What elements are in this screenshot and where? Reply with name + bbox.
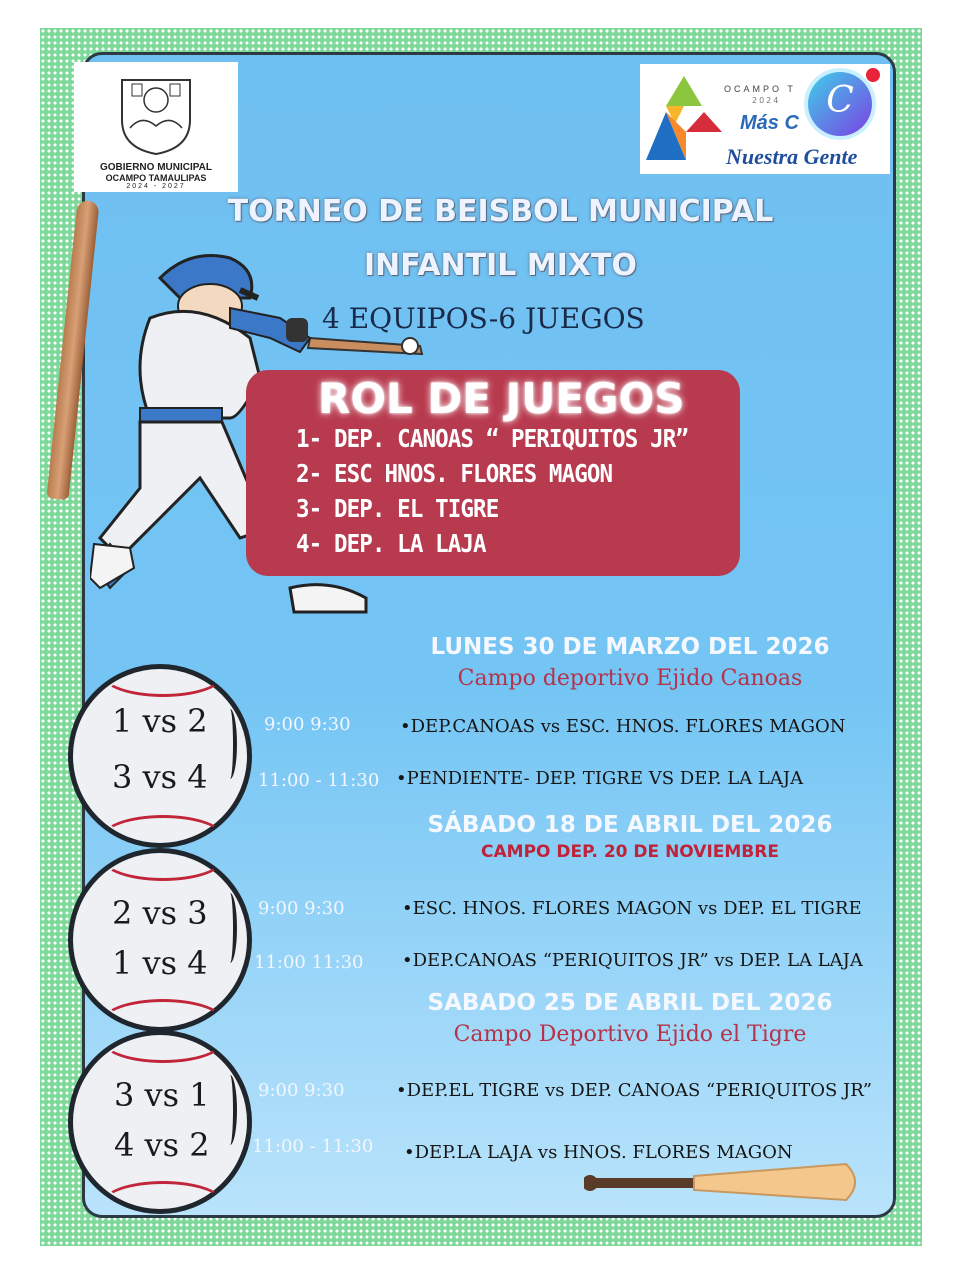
- triangle-logo-icon: [642, 72, 726, 162]
- ball-seam: [101, 1181, 225, 1227]
- matchup-label: 1 vs 4: [112, 944, 208, 982]
- canva-letter: C: [826, 80, 854, 121]
- schedule-venue-3: Campo Deportivo Ejido el Tigre: [453, 1022, 807, 1047]
- matchup-label: 3 vs 4: [112, 758, 208, 796]
- team-item: 2- ESC HNOS. FLORES MAGON: [296, 459, 613, 488]
- logo-year-text: 2024: [752, 96, 781, 105]
- ball-shadow: [223, 893, 237, 963]
- team-item: 4- DEP. LA LAJA: [296, 529, 486, 558]
- game-teams: •ESC. HNOS. FLORES MAGON vs DEP. EL TIGRE: [402, 898, 862, 919]
- game-teams: •DEP.CANOAS “PERIQUITOS JR” vs DEP. LA LAJA: [402, 950, 863, 971]
- game-teams: •DEP.LA LAJA vs HNOS. FLORES MAGON: [404, 1142, 793, 1163]
- matchup-label: 3 vs 1: [114, 1076, 210, 1114]
- ball-shadow: [223, 1075, 237, 1145]
- schedule-venue-2: CAMPO DEP. 20 DE NOVIEMBRE: [481, 842, 779, 862]
- baseball-icon: [68, 664, 252, 848]
- baseball-bat-icon: [584, 1162, 864, 1202]
- schedule-day-2: SÁBADO 18 DE ABRIL DEL 2026: [427, 812, 833, 838]
- ball-seam: [101, 651, 225, 697]
- game-teams: •DEP.EL TIGRE vs DEP. CANOAS “PERIQUITOS JR”: [396, 1080, 872, 1101]
- tournament-subtitle: 4 EQUIPOS-6 JUEGOS: [322, 302, 645, 335]
- government-logo: [74, 62, 238, 192]
- matchup-label: 2 vs 3: [112, 894, 208, 932]
- baseball-icon: [68, 848, 252, 1032]
- matchup-label: 1 vs 2: [112, 702, 208, 740]
- government-name: GOBIERNO MUNICIPAL: [99, 162, 213, 173]
- notification-dot: [866, 68, 880, 82]
- schedule-venue-1: Campo deportivo Ejido Canoas: [457, 666, 803, 691]
- logo-top-text: OCAMPO T: [724, 84, 796, 94]
- game-time: 9:00 9:30: [258, 1080, 345, 1101]
- ocampo-logo: [640, 64, 890, 174]
- logo-slogan-1: Más C: [740, 112, 799, 134]
- baseball-icon: [68, 1030, 252, 1214]
- tournament-title: TORNEO DE BEISBOL MUNICIPAL: [227, 194, 774, 229]
- canva-badge-icon[interactable]: [808, 72, 872, 136]
- schedule-day-3: SABADO 25 DE ABRIL DEL 2026: [427, 990, 833, 1016]
- administration-years: 2024 - 2027: [126, 183, 186, 190]
- game-time: 9:00 9:30: [258, 898, 345, 919]
- rol-title: ROL DE JUEGOS: [318, 374, 685, 423]
- schedule-day-1: LUNES 30 DE MARZO DEL 2026: [430, 634, 830, 660]
- ball-seam: [101, 1017, 225, 1063]
- team-item: 3- DEP. EL TIGRE: [296, 494, 499, 523]
- logo-slogan-2: Nuestra Gente: [726, 144, 858, 169]
- ball-seam: [101, 835, 225, 881]
- matchup-label: 4 vs 2: [114, 1126, 210, 1164]
- game-teams: •DEP.CANOAS vs ESC. HNOS. FLORES MAGON: [400, 716, 846, 737]
- tournament-category: INFANTIL MIXTO: [364, 248, 637, 283]
- municipality-name: OCAMPO TAMAULIPAS: [105, 173, 207, 183]
- game-time: 11:00 - 11:30: [258, 770, 380, 791]
- game-time: 11:00 - 11:30: [252, 1136, 374, 1157]
- ball-shadow: [223, 709, 237, 779]
- game-time: 11:00 11:30: [254, 952, 364, 973]
- game-time: 9:00 9:30: [264, 714, 351, 735]
- game-teams: •PENDIENTE- DEP. TIGRE VS DEP. LA LAJA: [396, 768, 804, 789]
- municipal-seal-icon: [112, 70, 200, 156]
- team-item: 1- DEP. CANOAS “ PERIQUITOS JR”: [296, 424, 689, 453]
